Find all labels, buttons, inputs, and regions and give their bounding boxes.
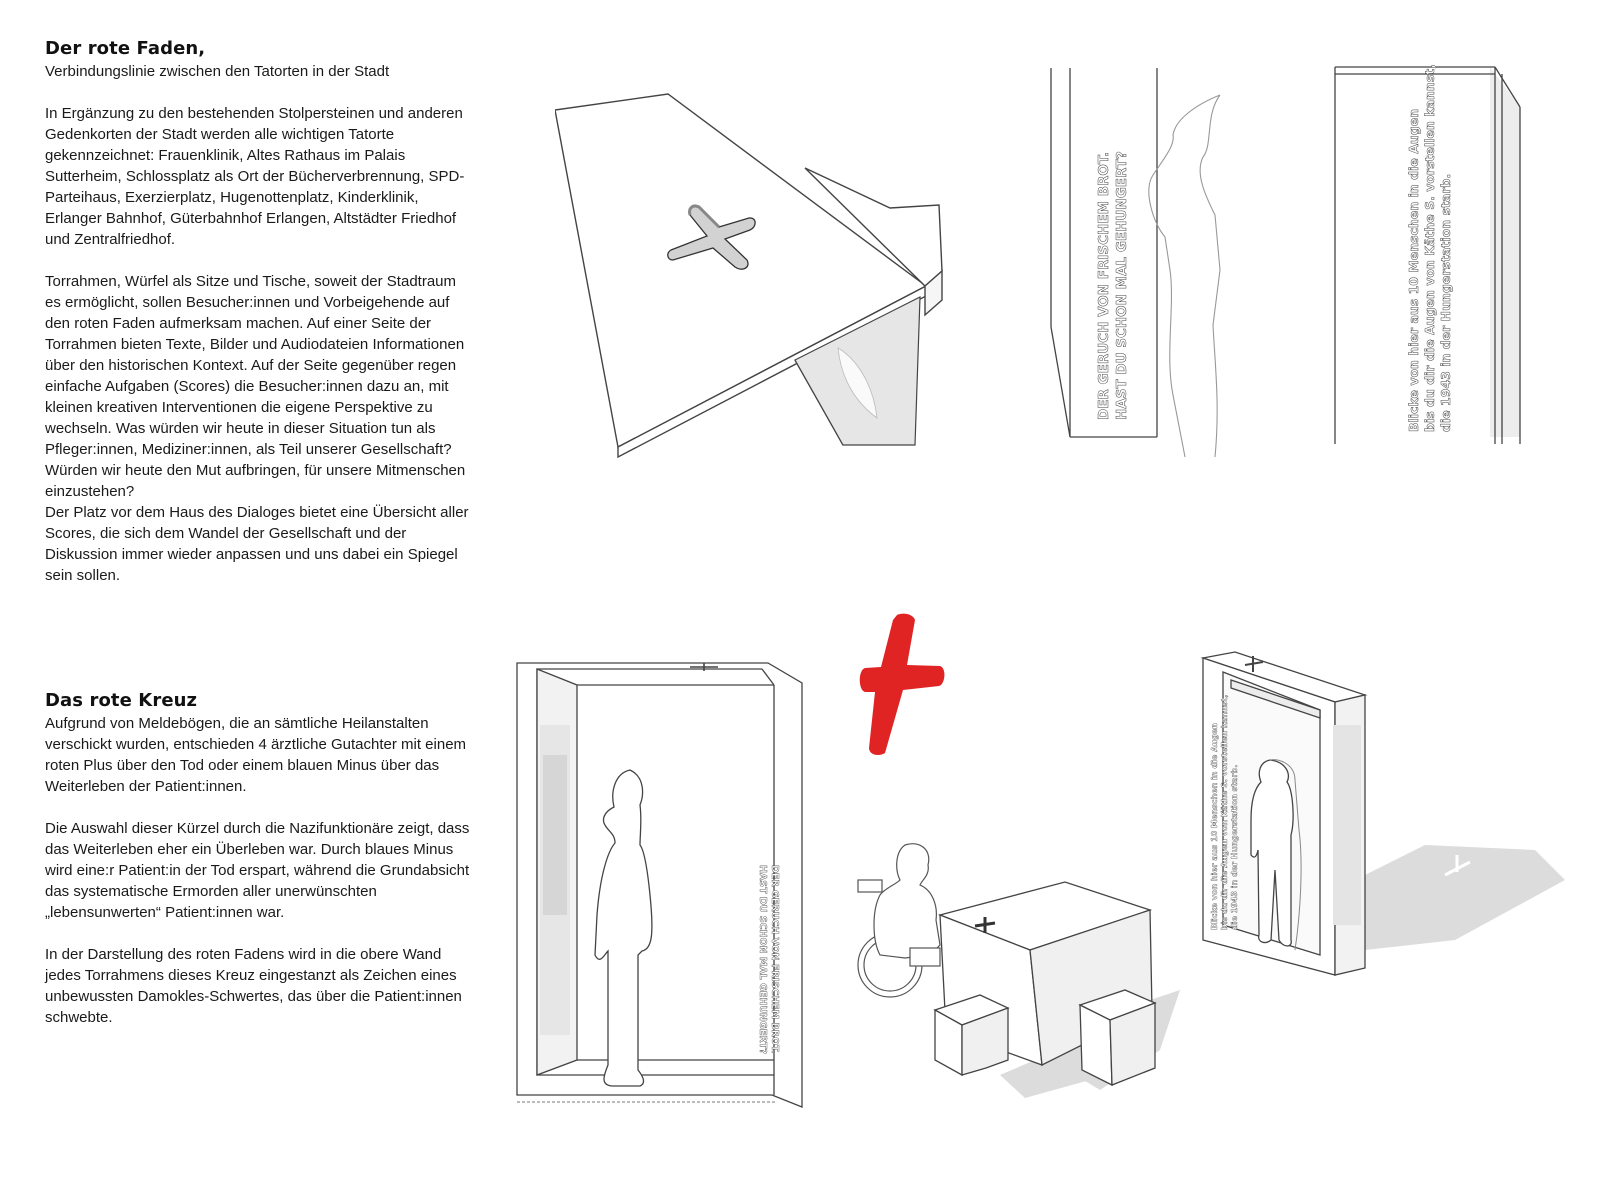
section-title: Das rote Kreuz bbox=[45, 690, 198, 711]
paragraph: Die Auswahl dieser Kürzel durch die Nazifunktionäre zeigt, dass das Weiterleben eher ein Überleben war. Durch blaues Minus wird eine:r Patient:in der Tod erspart, während die Grundabsicht das systematische Ermorden aller unerwünschten „lebensunwerten“ Patient:innen war. bbox=[45, 820, 470, 921]
svg-text:HAST DU SCHON MAL GEHUNGERT?: HAST DU SCHON MAL GEHUNGERT? bbox=[757, 865, 768, 1055]
frame-front-illustration bbox=[512, 655, 812, 1110]
red-cross-icon bbox=[855, 610, 955, 760]
wheelchair-user-silhouette bbox=[858, 844, 940, 997]
svg-text:bis du dir die Augen von Käthe: bis du dir die Augen von Käthe S. vorstellen kannst, bbox=[1422, 64, 1437, 432]
svg-text:die 1943 in der Hungerstation: die 1943 in der Hungerstation starb. bbox=[1230, 764, 1239, 930]
svg-text:DER GERUCH VON FRISCHEM BROT.: DER GERUCH VON FRISCHEM BROT. bbox=[1096, 151, 1112, 420]
stool bbox=[1080, 990, 1155, 1085]
section-rote-kreuz bbox=[45, 690, 475, 1028]
table-corner-illustration bbox=[555, 90, 955, 460]
paragraph: Der Platz vor dem Haus des Dialoges bietet eine Übersicht aller Scores, die sich dem Wandel der Gesellschaft und der Diskussion immer wieder anpassen und uns dabei ein Spiegel sein sollen. bbox=[45, 504, 469, 584]
svg-text:bis du dir die Augen von Käthe: bis du dir die Augen von Käthe S. vorstellen kannst, bbox=[1220, 694, 1229, 930]
frame-side-illustration-2 bbox=[1330, 62, 1530, 462]
frame-text-2 bbox=[1406, 64, 1453, 432]
paragraph: In Ergänzung zu den bestehenden Stolpersteinen und anderen Gedenkorten der Stadt werden alle wichtigen Tatorte gekennzeichnet: Frauenklinik, Altes Rathaus im Palais Sutterheim, Schlossplatz als Ort der Bücherverbrennung, SPD-Parteihaus, Exerzierplatz, Hugenottenplatz, Kinderklinik, Erlanger Bahnhof, Güterbahnhof Erlangen, Altstädter Friedhof und Zentralfriedhof. bbox=[45, 105, 465, 248]
section-title: Der rote Faden, bbox=[45, 38, 206, 59]
stool bbox=[935, 995, 1008, 1075]
table-stools-illustration bbox=[850, 830, 1190, 1100]
paragraph: Aufgrund von Meldebögen, die an sämtliche Heilanstalten verschickt wurden, entschieden 4 ärztliche Gutachter mit einem roten Plus über den Tod oder einem blauen Minus über das Weiterleben der Patient:innen. bbox=[45, 715, 467, 795]
frame-side-illustration-1 bbox=[1045, 65, 1245, 460]
section-subtitle: Verbindungslinie zwischen den Tatorten in der Stadt bbox=[45, 63, 390, 80]
svg-text:HAST DU SCHON MAL GEHUNGERT?: HAST DU SCHON MAL GEHUNGERT? bbox=[1114, 151, 1130, 420]
frame-text-1 bbox=[1096, 151, 1130, 420]
frame-iso-illustration bbox=[1195, 650, 1570, 990]
svg-text:Blicke von hier aus 10 Mensche: Blicke von hier aus 10 Menschen in die Augen bbox=[1406, 108, 1421, 432]
paragraph: Torrahmen, Würfel als Sitze und Tische, soweit der Stadtraum es ermöglicht, sollen Besucher:innen und Vorbeigehende auf den roten Faden aufmerksam machen. Auf einer Seite der Torrahmen bieten Texte, Bilder und Audiodateien Informationen über den historischen Kontext. Auf der Seite gegenüber regen einfache Aufgaben (Scores) die Besucher:innen dazu an, mit kleinen kreativen Interventionen die eigene Perspektive zu wechseln. Was würden wir heute in dieser Situation tun als Pfleger:innen, Mediziner:innen, als Teil unserer Gesellschaft? Würden wir heute den Mut aufbringen, für unsere Mitmenschen einzustehen? bbox=[45, 273, 466, 500]
svg-text:Blicke von hier aus 10 Mensche: Blicke von hier aus 10 Menschen in die Augen bbox=[1210, 723, 1219, 930]
section-rote-faden bbox=[45, 38, 475, 586]
paragraph: In der Darstellung des roten Fadens wird in die obere Wand jedes Torrahmens dieses Kreuz eingestanzt als Zeichen eines unbewussten Damokles-Schwertes, das über die Patient:innen schwebte. bbox=[45, 946, 462, 1026]
svg-text:die 1943 in der Hungerstation: die 1943 in der Hungerstation starb. bbox=[1438, 173, 1453, 432]
svg-text:DER GERUCH VON FRISCHEM BROT.: DER GERUCH VON FRISCHEM BROT. bbox=[769, 865, 780, 1054]
